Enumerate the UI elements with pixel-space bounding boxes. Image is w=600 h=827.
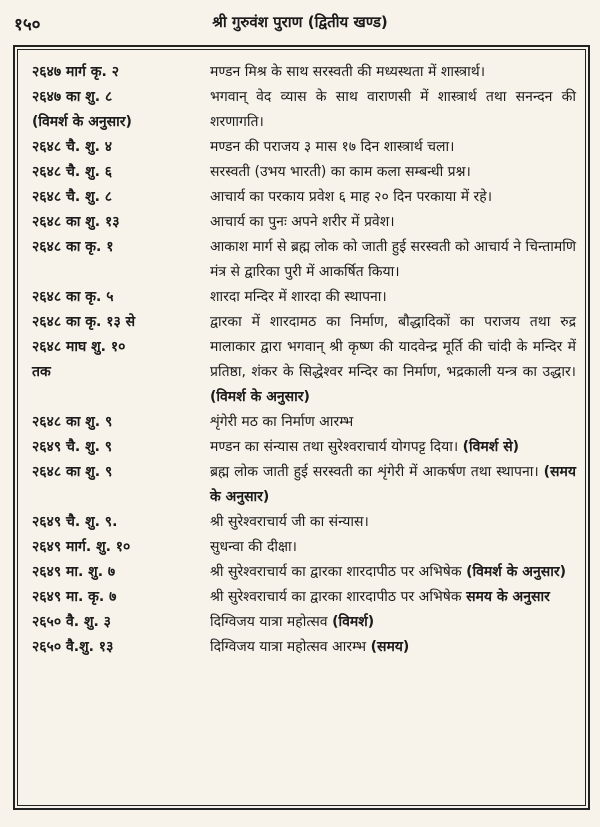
entry-date: २६४८ का शु. ९ bbox=[32, 414, 113, 430]
chronology-table bbox=[20, 60, 585, 660]
entry-text: सुधन्वा की दीक्षा। bbox=[210, 539, 297, 555]
chronology-row bbox=[20, 560, 585, 585]
entry-text: ब्रह्म लोक जाती हुई सरस्वती का शृंगेरी में आकर्षण तथा स्थापना। bbox=[210, 464, 539, 480]
entry-source-note: (विमर्श) bbox=[332, 614, 375, 630]
entry-text-cell bbox=[210, 160, 576, 185]
entry-date: २६४८ का शु. १३ bbox=[32, 214, 120, 230]
entry-text: आचार्य का पुनः अपने शरीर में प्रवेश। bbox=[210, 214, 395, 230]
page-number: १५० bbox=[14, 15, 41, 35]
entry-text-cell bbox=[210, 85, 576, 135]
page-header bbox=[0, 0, 600, 40]
book-title: श्री गुरुवंश पुराण (द्वितीय खण्ड) bbox=[212, 13, 388, 31]
entry-text: मण्डन की पराजय ३ मास १७ दिन शास्त्रार्थ चला। bbox=[210, 139, 455, 155]
entry-date: २६४८ का कृ. १३ से २६४८ माघ शु. १० तक bbox=[32, 314, 136, 380]
chronology-row bbox=[20, 160, 585, 185]
chronology-row bbox=[20, 210, 585, 235]
entry-date: २६४९ मा. शु. ७ bbox=[32, 564, 116, 580]
entry-text-cell bbox=[210, 235, 576, 285]
entry-text: भगवान् वेद व्यास के साथ वाराणसी में शास्त्रार्थ तथा सनन्दन की शरणागति। bbox=[210, 89, 576, 130]
entry-text-cell bbox=[210, 135, 576, 160]
entry-date: २६४८ का कृ. १ bbox=[32, 239, 114, 255]
entry-date: २६४९ मार्ग. शु. १० bbox=[32, 539, 131, 555]
entry-text: दिग्विजय यात्रा महोत्सव आरम्भ bbox=[210, 639, 367, 655]
entry-source-note: समय के अनुसार bbox=[466, 589, 550, 605]
chronology-row bbox=[20, 135, 585, 160]
entry-text-cell bbox=[210, 435, 576, 460]
entry-text: आचार्य का परकाय प्रवेश ६ माह २० दिन परकाया में रहे। bbox=[210, 189, 493, 205]
chronology-row bbox=[20, 410, 585, 435]
entry-text-cell bbox=[210, 410, 576, 435]
entry-text: आकाश मार्ग से ब्रह्म लोक को जाती हुई सरस्वती को आचार्य ने चिन्तामणि मंत्र से द्वारिका पुरी में आकर्षित किया। bbox=[210, 239, 577, 280]
entry-date: २६४८ चै. शु. ८ bbox=[32, 189, 113, 205]
entry-text-cell bbox=[210, 560, 576, 585]
entry-text-cell bbox=[210, 635, 576, 660]
entry-text: श्री सुरेश्वराचार्य का द्वारका शारदापीठ पर अभिषेक bbox=[210, 564, 462, 580]
entry-text-cell bbox=[210, 610, 576, 635]
chronology-row bbox=[20, 635, 585, 660]
entry-text-cell bbox=[210, 585, 576, 610]
entry-text-cell bbox=[210, 210, 576, 235]
chronology-row bbox=[20, 610, 585, 635]
entry-source-note: (समय) bbox=[370, 639, 410, 655]
chronology-row bbox=[20, 60, 585, 85]
entry-text: द्वारका में शारदामठ का निर्माण, बौद्धादिकों का पराजय तथा रुद्र मालाकार द्वारा भगवान् श्री कृष्ण की यादवेन्द्र मूर्ति की चांदी के मन्दिर में प्रतिष्ठा, शंकर के सिद्धेश्वर मन्दिर का निर्माण, भद्रकाली यन्त्र का उद्धार। bbox=[210, 314, 576, 380]
entry-text: दिग्विजय यात्रा महोत्सव bbox=[210, 614, 328, 630]
entry-source-note: (समय के अनुसार) bbox=[210, 464, 576, 505]
entry-text-cell bbox=[210, 285, 576, 310]
entry-text-cell bbox=[210, 510, 576, 535]
entry-text: सरस्वती (उभय भारती) का काम कला सम्बन्धी प्रश्न। bbox=[210, 164, 471, 180]
entry-date: २६५० वै. शु. ३ bbox=[32, 614, 111, 630]
entry-date: २६४७ मार्ग कृ. २ bbox=[32, 64, 119, 80]
entry-text: श्री सुरेश्वराचार्य जी का संन्यास। bbox=[210, 514, 369, 530]
entry-text: शारदा मन्दिर में शारदा की स्थापना। bbox=[210, 289, 387, 305]
entry-date: २६४९ चै. शु. ९ bbox=[32, 439, 113, 455]
entry-text: शृंगेरी मठ का निर्माण आरम्भ bbox=[210, 414, 354, 430]
chronology-row bbox=[20, 285, 585, 310]
entry-source-note: (विमर्श के अनुसार) bbox=[210, 389, 310, 405]
chronology-row bbox=[20, 585, 585, 610]
entry-text: मण्डन मिश्र के साथ सरस्वती की मध्यस्थता में शास्त्रार्थ। bbox=[210, 64, 486, 80]
chronology-row bbox=[20, 310, 585, 410]
entry-source-note: (विमर्श के अनुसार) bbox=[466, 564, 566, 580]
chronology-row bbox=[20, 185, 585, 210]
chronology-row bbox=[20, 235, 585, 285]
chronology-row bbox=[20, 85, 585, 135]
chronology-row bbox=[20, 510, 585, 535]
entry-text: श्री सुरेश्वराचार्य का द्वारका शारदापीठ पर अभिषेक bbox=[210, 589, 462, 605]
entry-date: २६४८ का शु. ९ bbox=[32, 464, 113, 480]
entry-date: २६४९ मा. कृ. ७ bbox=[32, 589, 117, 605]
chronology-row bbox=[20, 535, 585, 560]
entry-date: २६५० वै.शु. १३ bbox=[32, 639, 114, 655]
entry-text-cell bbox=[210, 535, 576, 560]
entry-date: २६४९ चै. शु. ९. bbox=[32, 514, 118, 530]
entry-text-cell bbox=[210, 460, 576, 510]
chronology-row bbox=[20, 460, 585, 510]
entry-date: २६४८ का कृ. ५ bbox=[32, 289, 114, 305]
entry-date: २६४७ का शु. ८ (विमर्श के अनुसार) bbox=[32, 89, 132, 130]
entry-text-cell bbox=[210, 310, 576, 410]
entry-text-cell bbox=[210, 185, 576, 210]
entry-text-cell bbox=[210, 60, 576, 85]
entry-source-note: (विमर्श से) bbox=[462, 439, 520, 455]
entry-date: २६४८ चै. शु. ६ bbox=[32, 164, 113, 180]
chronology-row bbox=[20, 435, 585, 460]
entry-text: मण्डन का संन्यास तथा सुरेश्वराचार्य योगपट्ट दिया। bbox=[210, 439, 459, 455]
entry-date: २६४८ चै. शु. ४ bbox=[32, 139, 113, 155]
